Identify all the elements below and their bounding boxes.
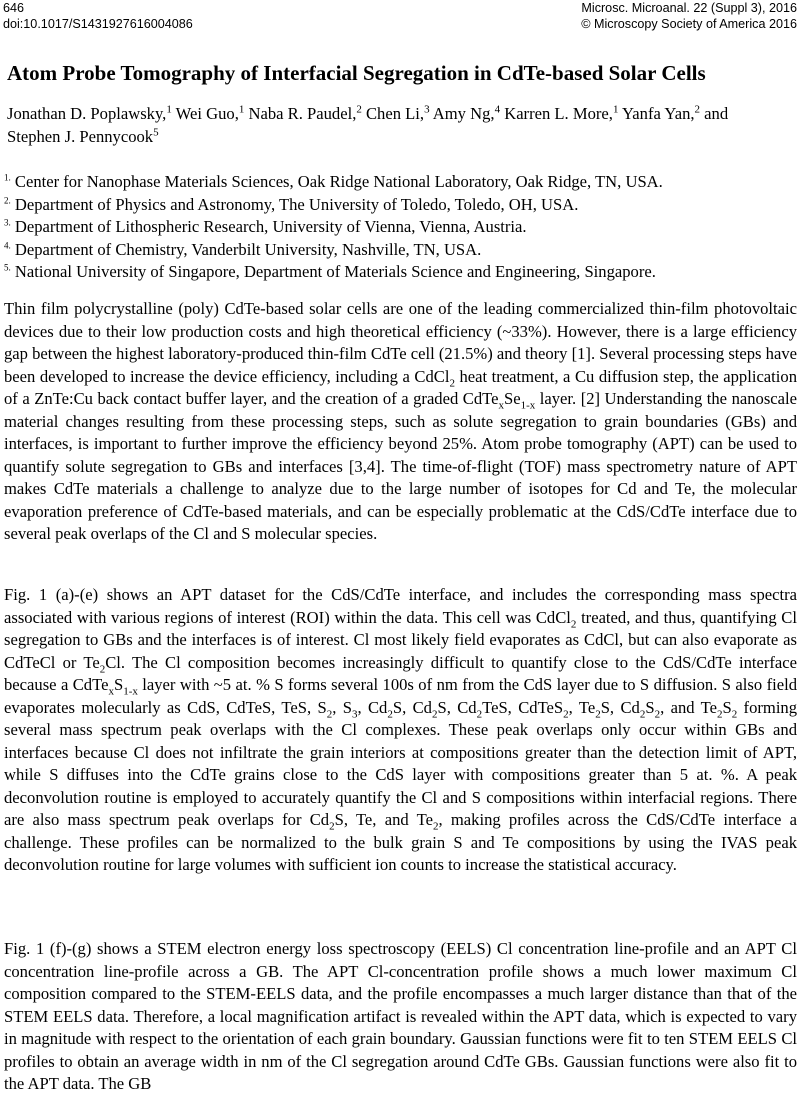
paragraph-introduction	[4, 298, 797, 546]
page-number: 646	[3, 1, 25, 15]
subscript: 2	[432, 820, 439, 833]
affil-ref: 1	[612, 103, 619, 116]
affiliation-number: 2.	[4, 194, 11, 205]
subscript: 2	[639, 707, 646, 720]
text-run: TeS, CdTeS	[482, 697, 564, 717]
subscript: 2	[570, 617, 577, 630]
text-run: S, Cd	[392, 697, 432, 717]
subscript: x	[108, 685, 114, 698]
author: Naba R. Paudel,	[244, 104, 357, 123]
affiliation-text: National University of Singapore, Department of Materials Science and Engineering, Singapore.	[10, 262, 656, 281]
text-run: , and Te	[660, 697, 717, 717]
text-run: forming several mass spectrum peak overlaps with the Cl complexes. These peak overlaps only occur within GBs and interfaces because Cl does not infiltrate the grain interiors at compositions greater than the detection limit of APT, while S diffuses into the CdTe grains close to the CdS layer with compositions greater than 5 at. %. A peak deconvolution routine is employed to accurately quantify the Cl and S compositions within interfacial regions. There are also mass spectrum peak overlaps for Cd	[4, 697, 798, 829]
affil-ref: 2	[694, 103, 701, 116]
text-run: Thin film polycrystalline (poly) CdTe-based solar cells are one of the leading commercialized thin-film photovoltaic devices due to their low production costs and high theoretical efficiency (~33%). However, there is a large efficiency gap between the highest laboratory-produced thin-film CdTe cell (21.5%) and theory [1]. Several processing steps have been developed to increase the device efficiency, including a CdCl	[4, 299, 797, 386]
subscript: 2	[99, 662, 106, 675]
author: Chen Li,	[361, 104, 425, 123]
author: Amy Ng,	[429, 104, 495, 123]
affiliation-number: 5.	[4, 262, 11, 273]
header-left	[3, 0, 193, 32]
text-run: S	[722, 697, 732, 717]
text-run: , Te	[568, 697, 596, 717]
affil-ref: 1	[166, 103, 172, 116]
subscript: 1-x	[520, 399, 536, 412]
subscript: 1-x	[123, 685, 138, 698]
affil-ref: 4	[494, 103, 501, 116]
subscript: 2	[654, 707, 661, 720]
header-right	[581, 0, 797, 32]
affil-ref: 5	[153, 125, 159, 138]
affil-ref: 2	[356, 103, 362, 116]
affiliation-number: 3.	[4, 217, 11, 228]
affiliation-item	[4, 239, 796, 262]
affiliation-text: Department of Chemistry, Vanderbilt University, Nashville, TN, USA.	[10, 239, 482, 259]
subscript: 2	[716, 707, 723, 720]
copyright: © Microscopy Society of America 2016	[581, 17, 797, 31]
affiliation-item	[4, 171, 796, 194]
text-run: S, Cd	[437, 697, 477, 717]
affiliation-number: 1.	[4, 172, 11, 183]
subscript: 2	[595, 707, 601, 720]
paper-title: Atom Probe Tomography of Interfacial Segregation in CdTe-based Solar Cells	[7, 61, 706, 85]
subscript: 2	[449, 376, 455, 389]
affiliation-item	[4, 216, 796, 239]
author: and Stephen J. Pennycook	[7, 104, 729, 146]
author: Yanfa Yan,	[618, 104, 695, 123]
text-run: layer with ~5 at. % S forms several 100s of nm from the CdS layer due to S diffusion. S also field evaporates molecularly as CdS, CdTeS, TeS, S	[4, 675, 797, 717]
subscript: 2	[476, 707, 483, 720]
author: Wei Guo,	[171, 104, 239, 123]
subscript: 2	[431, 707, 438, 720]
text-run: S, Cd	[600, 697, 640, 717]
affiliation-text: Department of Lithospheric Research, University of Vienna, Vienna, Austria.	[10, 217, 527, 236]
text-run: S	[113, 675, 124, 694]
author: Karren L. More,	[500, 104, 613, 123]
journal-citation: Microsc. Microanal. 22 (Suppl 3), 2016	[581, 1, 797, 15]
affiliation-text: Center for Nanophase Materials Sciences, Oak Ridge National Laboratory, Oak Ridge, TN, USA.	[10, 172, 663, 191]
affil-ref: 3	[424, 103, 430, 116]
text-run: , S	[332, 697, 352, 717]
subscript: 2	[731, 707, 738, 720]
subscript: 2	[326, 707, 333, 720]
subscript: 2	[563, 707, 569, 720]
author: Jonathan D. Poplawsky,	[7, 104, 167, 123]
text-run: layer. [2] Understanding the nanoscale material changes resulting from these processing steps, such as solute segregation to grain boundaries (GBs) and interfaces, is important to further improve the efficiency beyond 25%. Atom probe tomography (APT) can be used to quantify solute segregation to GBs and interfaces [3,4]. The time-of-flight (TOF) mass spectrometry nature of APT makes CdTe materials a challenge to analyze due to the large number of isotopes for Cd and Te, the molecular evaporation preference of CdTe-based materials, and can be especially problematic at the CdS/CdTe interface due to several peak overlaps of the Cl and S molecular species.	[4, 389, 797, 543]
subscript: 3	[351, 707, 358, 720]
text-run: Se	[504, 389, 521, 408]
affiliation-number: 4.	[4, 239, 11, 250]
author-list	[7, 103, 759, 148]
text-run: treated, and thus, quantifying Cl segregation to GBs and the interfaces is of interest. Cl most likely field evaporates as CdCl, but can also evaporate as CdTeCl or Te	[4, 607, 797, 672]
text-run: S, Te, and Te	[334, 810, 433, 829]
text-run: , making profiles across the CdS/CdTe interface a challenge. These profiles can be normalized to the bulk grain S and Te compositions by using the IVAS peak deconvolution routine for large volumes with sufficient ion counts to increase the statistical accuracy.	[4, 810, 797, 874]
page-header	[3, 0, 797, 34]
text-run: , Cd	[357, 697, 388, 717]
paragraph-fig1-a-e	[4, 584, 797, 877]
affiliation-list	[4, 171, 796, 284]
affil-ref: 1	[238, 103, 245, 116]
text-run: heat treatment, a Cu diffusion step, the application of a ZnTe:Cu back contact buffer layer, and the creation of a graded CdTe	[4, 366, 797, 408]
subscript: 2	[329, 820, 335, 833]
doi: doi:10.1017/S1431927616004086	[3, 17, 193, 31]
affiliation-text: Department of Physics and Astronomy, The University of Toledo, Toledo, OH, USA.	[10, 194, 579, 214]
affiliation-item	[4, 261, 796, 284]
text-run: S	[645, 697, 655, 717]
paragraph-fig1-f-g: Fig. 1 (f)-(g) shows a STEM electron energy loss spectroscopy (EELS) Cl concentration line-profile and an APT Cl concentration line-profile across a GB. The APT Cl-concentration profile shows a much lower maximum Cl composition compared to the STEM-EELS data, and the profile encompasses a much larger distance than that of the STEM EELS data. Therefore, a local magnification artifact is revealed within the APT data, which is expected to vary in magnitude with respect to the orientation of each grain boundary. Gaussian functions were fit to ten STEM EELS Cl profiles to obtain an average width in nm of the Cl segregation around CdTe GBs. Gaussian functions were also fit to the APT data. The GB	[4, 939, 797, 1093]
subscript: x	[498, 399, 504, 412]
text-run: Fig. 1 (a)-(e) shows an APT dataset for the CdS/CdTe interface, and includes the corresponding mass spectra associated with various regions of interest (ROI) within the data. This cell was CdCl	[4, 585, 797, 627]
affiliation-item	[4, 194, 796, 217]
text-run: Cl. The Cl composition becomes increasingly difficult to quantify close to the CdS/CdTe interface because a CdTe	[4, 652, 797, 694]
subscript: 2	[387, 707, 393, 720]
